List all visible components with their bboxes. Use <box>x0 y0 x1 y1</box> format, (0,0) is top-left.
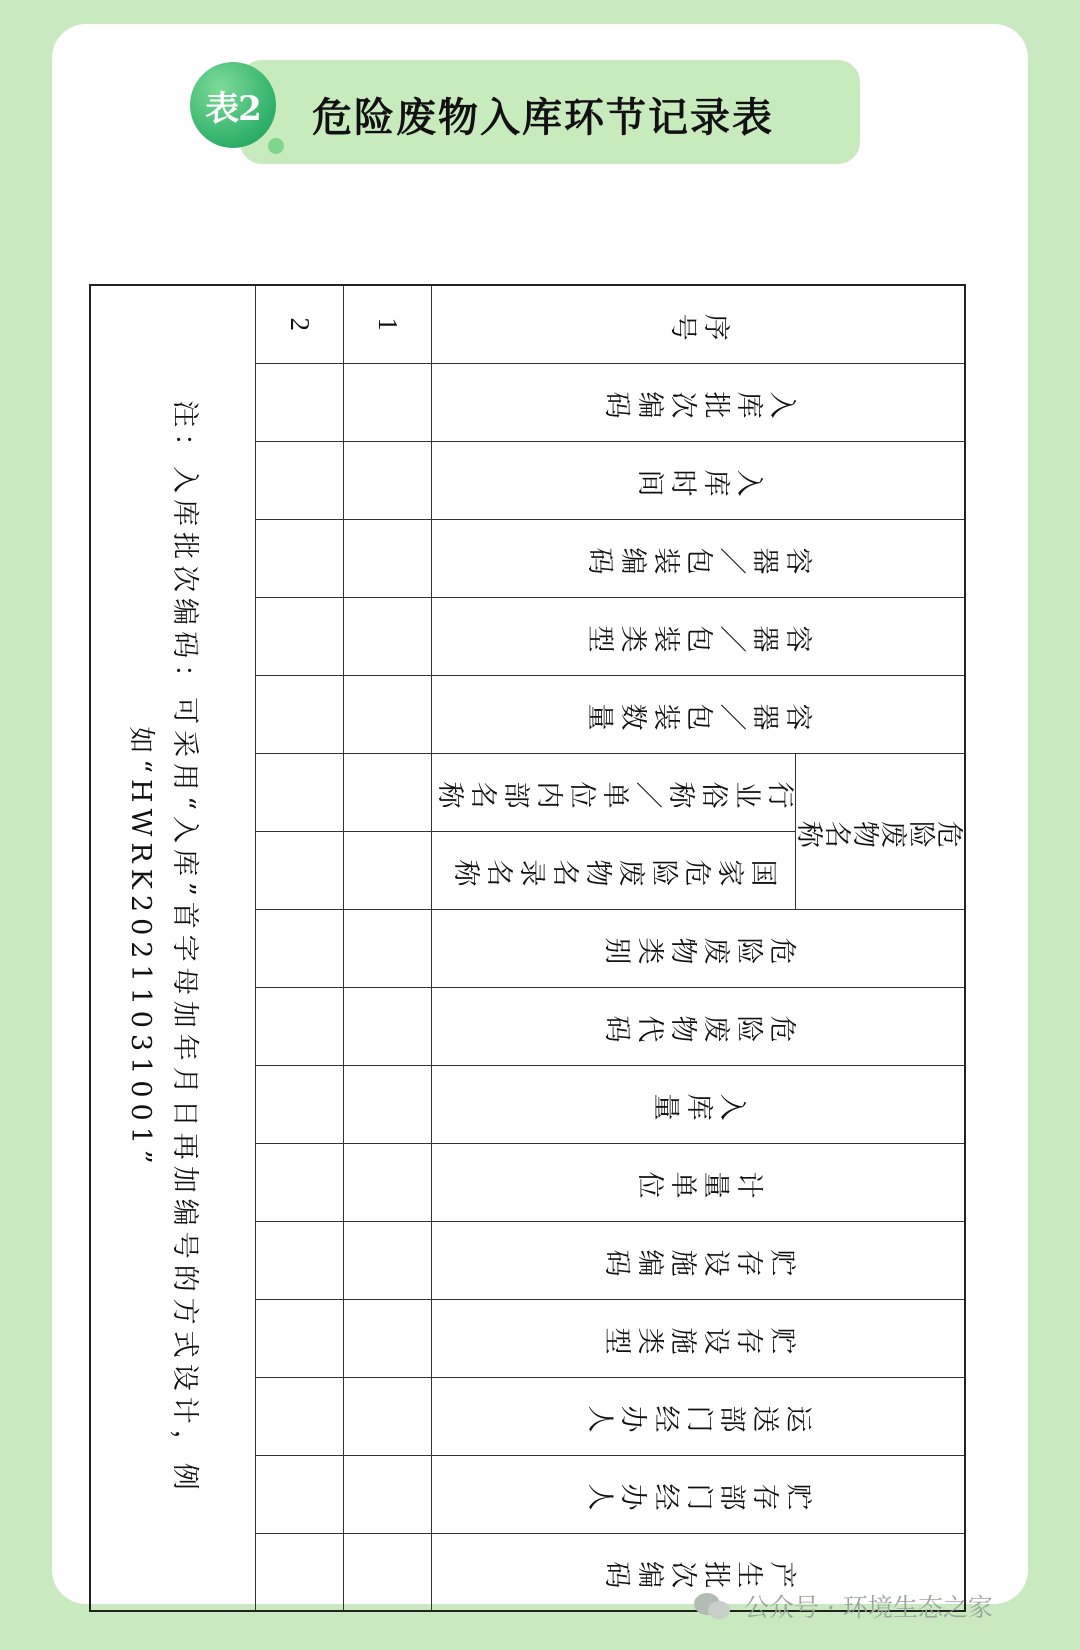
table-cell <box>256 987 344 1065</box>
table-cell <box>256 519 344 597</box>
table-cell <box>256 1299 344 1377</box>
table-cell <box>344 363 432 441</box>
col-header-waste-name-group: 危险废物名称 <box>796 753 966 909</box>
col-header-facility-type: 贮存设施类型 <box>432 1299 966 1377</box>
table-note: 注：入库批次编码：可采用“入库”首字母加年月日再加编号的方式设计，例如“HWRK20211031001” <box>91 285 256 1611</box>
col-header-transport-handler: 运送部门经办人 <box>432 1377 966 1455</box>
table-cell <box>256 753 344 831</box>
table-cell <box>344 1455 432 1533</box>
col-header-production-batch-code: 产生批次编码 <box>432 1533 966 1611</box>
wechat-icon <box>694 1591 734 1621</box>
table-cell <box>344 519 432 597</box>
table-cell <box>256 1143 344 1221</box>
col-subheader-industry-name: 行业俗称／单位内部名称 <box>432 753 796 831</box>
table-cell <box>256 909 344 987</box>
table-cell <box>256 441 344 519</box>
table-row <box>256 285 344 1611</box>
table-cell <box>256 363 344 441</box>
table-cell <box>344 831 432 909</box>
table-cell <box>256 831 344 909</box>
col-header-unit: 计量单位 <box>432 1143 966 1221</box>
table-cell <box>344 1533 432 1611</box>
col-header-serial: 序号 <box>432 285 966 363</box>
record-table <box>90 284 967 1612</box>
table-cell <box>344 1143 432 1221</box>
table-cell <box>256 1065 344 1143</box>
table-cell <box>344 987 432 1065</box>
table-cell <box>256 1533 344 1611</box>
col-header-waste-code: 危险废物代码 <box>432 987 966 1065</box>
col-header-container-code: 容器／包装编码 <box>432 519 966 597</box>
table-cell <box>256 675 344 753</box>
table-cell <box>344 1377 432 1455</box>
table-cell <box>344 909 432 987</box>
table-cell <box>256 1455 344 1533</box>
col-header-facility-code: 贮存设施编码 <box>432 1221 966 1299</box>
table-cell <box>256 1221 344 1299</box>
col-header-container-quantity: 容器／包装数量 <box>432 675 966 753</box>
table-cell <box>344 753 432 831</box>
table-cell <box>344 1065 432 1143</box>
col-header-batch-code: 入库批次编码 <box>432 363 966 441</box>
table-cell <box>344 1299 432 1377</box>
page-title: 危险废物入库环节记录表 <box>312 94 774 141</box>
table-cell <box>344 597 432 675</box>
col-header-container-type: 容器／包装类型 <box>432 597 966 675</box>
table-cell <box>256 1377 344 1455</box>
record-table-wrapper <box>125 284 966 1588</box>
col-subheader-national-list-name: 国家危险废物名录名称 <box>432 831 796 909</box>
row-serial-number: 2 <box>256 285 344 363</box>
badge-dot-decoration <box>268 138 284 154</box>
col-header-waste-category: 危险废物类别 <box>432 909 966 987</box>
table-row <box>344 285 432 1611</box>
col-header-time: 入库时间 <box>432 441 966 519</box>
col-header-storage-amount: 入库量 <box>432 1065 966 1143</box>
table-cell <box>256 597 344 675</box>
col-header-storage-handler: 贮存部门经办人 <box>432 1455 966 1533</box>
table-cell <box>344 675 432 753</box>
table-cell <box>344 1221 432 1299</box>
table-cell <box>344 441 432 519</box>
watermark <box>694 1588 993 1624</box>
row-serial-number: 1 <box>344 285 432 363</box>
watermark-text: 公众号 · 环境生态之家 <box>744 1593 993 1622</box>
table-number-badge: 表2 <box>190 62 276 148</box>
